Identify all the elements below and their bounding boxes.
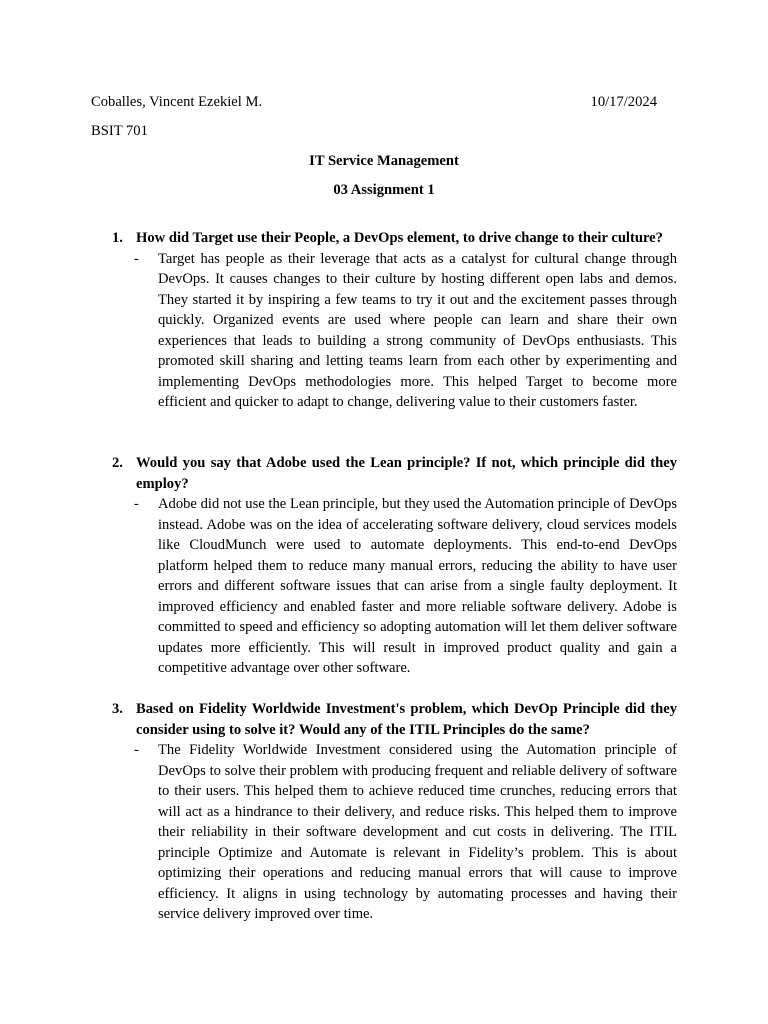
- answer-dash: -: [134, 496, 139, 512]
- answer-dash: -: [134, 250, 139, 267]
- question-text: Based on Fidelity Worldwide Investment's problem, which DevOp Principle did they consider using to solve it? Would any of the ITIL Principles do the same?: [136, 701, 677, 738]
- question-text: How did Target use their People, a DevOps element, to drive change to their culture?: [136, 230, 663, 246]
- question-item: [112, 228, 677, 413]
- question-number: 3.: [112, 701, 123, 717]
- header-row: [91, 92, 657, 113]
- question-item: [112, 699, 677, 925]
- answer-text: The Fidelity Worldwide Investment considered using the Automation principle of DevOps to solve their problem with producing frequent and reliable delivery of software to their users. This helped them to achieve reduced time crunches, reducing errors that will act as a hindrance to their delivery, and reduce risks. This helped them to improve their reliability in their software development and cut costs in delivering. The ITIL principle Optimize and Automate is relevant in Fidelity’s problem. This is about optimizing their operations and reducing manual errors that will cause to improve efficiency. It aligns in using technology by automating processes and having their service delivery improved over time.: [158, 742, 677, 922]
- assignment-title: 03 Assignment 1: [333, 182, 435, 198]
- question-number: 2.: [112, 455, 123, 471]
- submission-date: 10/17/2024: [590, 94, 657, 110]
- answer-text: Target has people as their leverage that acts as a catalyst for cultural change through DevOps. It causes changes to their culture by hosting different open labs and demos. They started it by inspiring a few teams to try it out and the excitement passes through quickly. Organized events are used where people can learn and share their own experiences that leads to building a strong community of DevOps enthusiasts. This promoted skill sharing and letting teams learn from each other by experimenting and implementing DevOps methodologies more. This helped Target to become more efficient and quicker to adapt to change, delivering value to their customers faster.: [158, 250, 677, 410]
- answer-text: Adobe did not use the Lean principle, but they used the Automation principle of DevOps instead. Adobe was on the idea of accelerating software delivery, cloud services models like CloudMunch were used to automate deployments. This end-to-end DevOps platform helped them to reduce many manual errors, reducing the ability to have user errors and different software issues that can arise from a single faulty deployment. It improved efficiency and enabled faster and more reliable software delivery. Adobe is committed to speed and efficiency so adopting automation will let them deliver software updates more efficiently. This will result in improved product quality and gain a competitive advantage over other software.: [158, 496, 677, 676]
- section-label: BSIT 701: [91, 123, 148, 139]
- question-number: 1.: [112, 230, 123, 246]
- student-name: Coballes, Vincent Ezekiel M.: [91, 94, 263, 110]
- question-text: Would you say that Adobe used the Lean principle? If not, which principle did they employ?: [136, 455, 677, 492]
- answer-dash: -: [134, 742, 139, 758]
- question-item: [112, 453, 677, 679]
- course-title: IT Service Management: [309, 153, 459, 169]
